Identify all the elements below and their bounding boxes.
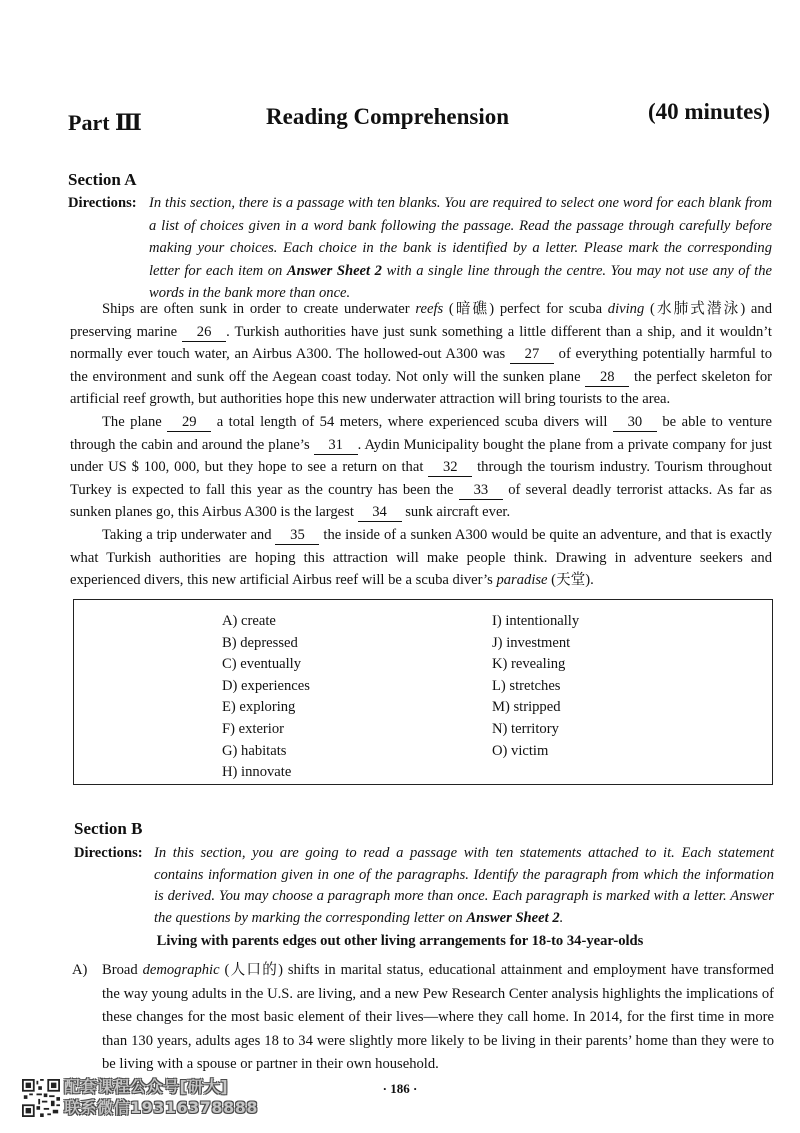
blank-27[interactable]: 27 [510, 346, 554, 364]
part-title: Reading Comprehension [266, 104, 510, 129]
blank-28[interactable]: 28 [585, 369, 629, 387]
word-choice-i: I) intentionally [492, 613, 580, 629]
directions-label: Directions: [74, 845, 143, 861]
article-title: Living with parents edges out other living arrangements for 18-to 34-year-olds [156, 933, 644, 949]
word-choice-g: G) habitats [222, 742, 287, 759]
word-choice-b: B) depressed [222, 634, 298, 651]
blank-33[interactable]: 33 [459, 482, 503, 500]
blank-31[interactable]: 31 [314, 437, 358, 455]
part-header [68, 96, 770, 136]
word-choice-e: E) exploring [222, 699, 296, 716]
blank-29[interactable]: 29 [167, 414, 211, 432]
section-a-passage [70, 298, 772, 592]
paragraph-a [72, 959, 774, 1077]
blank-32[interactable]: 32 [428, 459, 472, 477]
blank-34[interactable]: 34 [358, 504, 402, 522]
section-b-title: Section B [74, 819, 143, 838]
word-choice-o: O) victim [492, 742, 549, 759]
answer-sheet-ref: Answer Sheet 2 [466, 909, 560, 926]
word-choice-c: C) eventually [222, 656, 302, 673]
word-choice-n: N) territory [492, 720, 559, 737]
promo-watermark [64, 1076, 258, 1118]
word-choice-k: K) revealing [492, 656, 566, 673]
section-b-directions [74, 843, 774, 929]
directions-text: In this section, there is a passage with ten blanks. You are required to select one word for each blank from a list of choices given in a word bank following the passage. Read the passage through carefully before making your choices. Each choice in the bank is identified by a letter. Please mark the corresponding letter for each item on Answer Sheet 2 with a single line through the centre. You may not use any of the words in the bank more than once. [149, 195, 773, 302]
page-number: · 186 · [382, 1081, 418, 1096]
word-bank-right-column [492, 611, 579, 762]
section-a-title: Section A [68, 170, 137, 189]
word-choice-m: M) stripped [492, 699, 561, 716]
part-label: Part Ⅲ [68, 110, 142, 135]
word-choice-l: L) stretches [492, 677, 561, 694]
word-bank [73, 599, 773, 785]
passage-paragraph-2: The plane 29 a total length of 54 meters, where experienced scuba divers will 30 be able to venture through the cabin and around the plane’s 31 . Aydin Municipality bought the plane from a private company for just under US $ 100, 000, but they hope to see a return on that 32 through the tourism industry. Tourism throughout Turkey is expected to fall this year as the country has been the 33 of several deadly terrorist attacks. As far as sunken planes go, this Airbus A300 is the largest 34 sunk aircraft ever. [70, 413, 773, 521]
promo-line-2: 联系微信19316378888 [64, 1098, 258, 1117]
blank-26[interactable]: 26 [182, 324, 226, 342]
directions-text: In this section, you are going to read a passage with ten statements attached to it. Each statement contains information given in one of the paragraphs. Identify the paragraph from which the information is derived. You may choose a paragraph more than once. Each paragraph is marked with a letter. Answer the questions by marking the corresponding letter on Answer Sheet 2. [154, 845, 774, 926]
part-time: (40 minutes) [647, 99, 770, 124]
blank-30[interactable]: 30 [613, 414, 657, 432]
directions-label: Directions: [68, 195, 137, 211]
word-choice-h: H) innovate [222, 764, 292, 781]
paragraph-a-label: A) [72, 962, 88, 978]
qr-code-icon [22, 1079, 60, 1117]
passage-paragraph-3: Taking a trip underwater and 35 the inside of a sunken A300 would be quite an adventure, and that is exactly what Turkish authorities are hoping this attraction will make people think. Drawing in adventure seekers and experienced divers, this new artificial Airbus reef will be a scuba diver’s paradise (天堂). [70, 526, 772, 589]
paragraph-a-text: Broad demographic (人口的) shifts in marital status, educational attainment and employment have transformed the way young adults in the U.S. are living, and a new Pew Research Center analysis highlights the implications of these changes for the most basic element of their lives—where they call home. In 2014, for the first time in more than 130 years, adults ages 18 to 34 were slightly more likely to be living in their parents’ home than they were to be living with a spouse or partner in their own household. [102, 962, 774, 1073]
word-choice-f: F) exterior [222, 720, 285, 737]
promo-line-1: 配套课程公众号[研大] [64, 1077, 229, 1096]
passage-paragraph-1: Ships are often sunk in order to create underwater reefs (暗礁) perfect for scuba diving (水肺式潜泳) and preserving marine 26 . Turkish authorities have just sunk something a little different than a ship, and it wouldn’t normally ever touch water, an Airbus A300. The hollowed-out A300 was 27 of everything potentially harmful to the environment and sunk off the Aegean coast today. Not only will the sunken plane 28 the perfect skeleton for artificial reef growth, but authorities hope this new underwater attraction will bring tourists to the area. [70, 301, 772, 408]
answer-sheet-ref: Answer Sheet 2 [286, 262, 382, 279]
section-a-directions [68, 192, 772, 305]
word-choice-a: A) create [222, 613, 276, 629]
blank-35[interactable]: 35 [275, 527, 319, 545]
word-choice-j: J) investment [492, 634, 571, 651]
word-choice-d: D) experiences [222, 677, 310, 694]
word-bank-left-column [222, 611, 310, 784]
